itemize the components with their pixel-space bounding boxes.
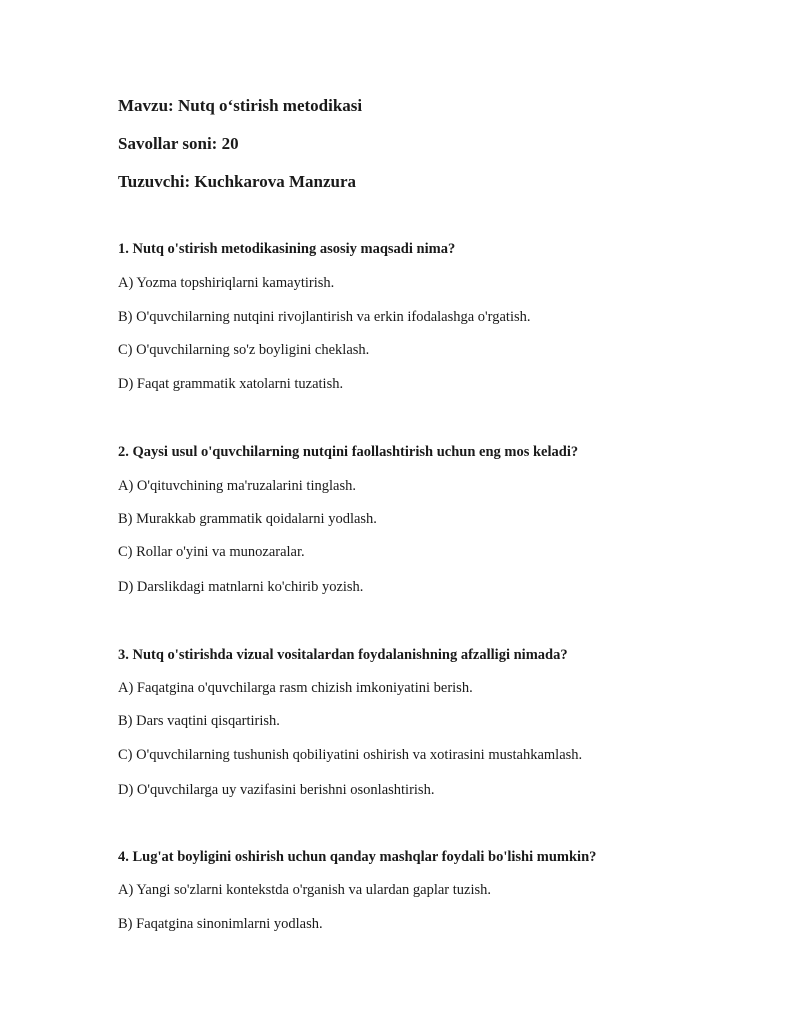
question-1-option-b: B) O'quvchilarning nutqini rivojlantirish va erkin ifodalashga o'rgatish. bbox=[118, 309, 531, 325]
question-4-option-b: B) Faqatgina sinonimlarni yodlash. bbox=[118, 916, 323, 932]
question-4-option-a: A) Yangi so'zlarni kontekstda o'rganish va ulardan gaplar tuzish. bbox=[118, 882, 492, 898]
question-4: 4. Lug'at boyligini oshirish uchun qanday mashqlar foydali bo'lishi mumkin? bbox=[118, 849, 597, 865]
question-2-option-c: C) Rollar o'yini va munozaralar. bbox=[118, 544, 305, 560]
question-3-option-d: D) O'quvchilarga uy vazifasini berishni osonlashtirish. bbox=[118, 782, 435, 798]
question-3-option-a: A) Faqatgina o'quvchilarga rasm chizish imkoniyatini berish. bbox=[118, 680, 473, 696]
question-1-option-a: A) Yozma topshiriqlarni kamaytirish. bbox=[118, 275, 335, 291]
question-count-heading: Savollar soni: 20 bbox=[118, 134, 239, 153]
question-2-option-d: D) Darslikdagi matnlarni ko'chirib yozish. bbox=[118, 579, 364, 595]
question-2: 2. Qaysi usul o'quvchilarning nutqini faollashtirish uchun eng mos keladi? bbox=[118, 444, 579, 460]
question-1: 1. Nutq o'stirish metodikasining asosiy maqsadi nima? bbox=[118, 241, 456, 257]
author-heading: Tuzuvchi: Kuchkarova Manzura bbox=[118, 172, 357, 191]
question-3: 3. Nutq o'stirishda vizual vositalardan foydalanishning afzalligi nimada? bbox=[118, 647, 568, 663]
question-3-option-b: B) Dars vaqtini qisqartirish. bbox=[118, 713, 280, 729]
question-2-option-a: A) O'qituvchining ma'ruzalarini tinglash. bbox=[118, 478, 356, 494]
topic-heading: Mavzu: Nutq o‘stirish metodikasi bbox=[118, 96, 363, 115]
question-1-option-c: C) O'quvchilarning so'z boyligini cheklash. bbox=[118, 342, 370, 358]
question-1-option-d: D) Faqat grammatik xatolarni tuzatish. bbox=[118, 376, 344, 392]
question-2-option-b: B) Murakkab grammatik qoidalarni yodlash. bbox=[118, 511, 377, 527]
question-3-option-c: C) O'quvchilarning tushunish qobiliyatini oshirish va xotirasini mustahkamlash. bbox=[118, 747, 583, 763]
